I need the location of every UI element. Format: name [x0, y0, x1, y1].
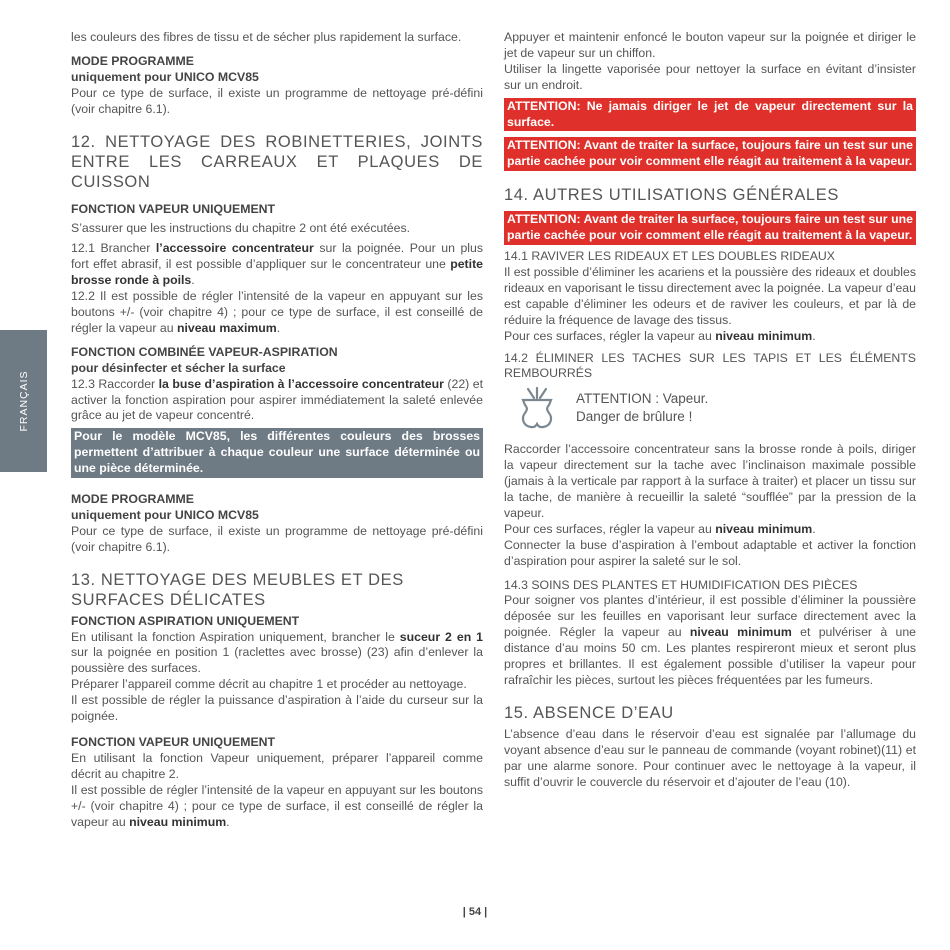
mode-programme-text: Pour ce type de surface, il existe un programme de nettoyage pré-défini (voir chapitre 6.1). [71, 85, 483, 116]
section-14-1-text: Il est possible d’éliminer les acariens et la poussière des rideaux et doubles rideaux en vaporisant le tissu directement avec la poignée. La vapeur d’eau est capable d’éliminer les odeurs et de raviver les couleurs, et par là de réduire la fréquence de lavage des tissus. [504, 264, 916, 327]
attention-box-2: ATTENTION: Avant de traiter la surface, toujours faire un test sur une partie cachée pour voir comment elle réagit au traitement à la vapeur. [504, 137, 916, 171]
aspiration-text-3: Il est possible de régler la puissance d’aspiration à l’aide du curseur sur la poignée. [71, 693, 483, 724]
fonction-combinee-title: FONCTION COMBINÉE VAPEUR-ASPIRATION [71, 344, 338, 359]
fonction-vapeur-title: FONCTION VAPEUR UNIQUEMENT [71, 201, 276, 216]
fonction-combinee-subtitle: pour désinfecter et sécher la surface [71, 360, 286, 375]
attention-box-1: ATTENTION: Ne jamais diriger le jet de vapeur directement sur la surface. [504, 98, 916, 132]
section-14-1-text-2: Pour ces surfaces, régler la vapeur au niveau minimum. [504, 328, 816, 343]
instructions-text: S’assurer que les instructions du chapitre 2 ont été exécutées. [71, 221, 411, 236]
mode-programme-title-2: MODE PROGRAMME [71, 492, 194, 507]
left-column [71, 30, 483, 830]
fonction-aspiration-title: FONCTION ASPIRATION UNIQUEMENT [71, 613, 300, 628]
steam-warning [516, 386, 916, 430]
section-14-1-title: 14.1 RAVIVER LES RIDEAUX ET LES DOUBLES RIDEAUX [504, 249, 835, 264]
section-14-3-title: 14.3 SOINS DES PLANTES ET HUMIDIFICATION DES PIÈCES [504, 577, 858, 592]
mode-programme-title: MODE PROGRAMME [71, 53, 194, 68]
section-14-heading: 14. AUTRES UTILISATIONS GÉNÉRALES [504, 186, 839, 205]
mcv85-note-box: Pour le modèle MCV85, les différentes couleurs des brosses permettent d’attribuer à chaque couleur une surface déterminée ou une pièce déterminée. [71, 428, 483, 478]
warning-line-2: Danger de brûlure ! [576, 409, 693, 425]
vapeur-text-2: Il est possible de régler l’intensité de la vapeur en appuyant sur les boutons +/- (voir chapitre 4) ; pour ce type de surface, il est conseillé de régler la vapeur au niveau minimum. [71, 782, 483, 829]
language-side-tab [0, 330, 47, 472]
step-12-1: 12.1 Brancher l’accessoire concentrateur sur la poignée. Pour un plus fort effet abrasif, il est possible d’appliquer sur le concentrateur une petite brosse ronde à poils. [71, 241, 483, 288]
right-column [504, 30, 916, 791]
intro-text: les couleurs des fibres de tissu et de sécher plus rapidement la surface. [71, 30, 462, 44]
mode-programme-subtitle-2: uniquement pour UNICO MCV85 [71, 507, 259, 522]
step-12-2: 12.2 Il est possible de régler l’intensité de la vapeur en appuyant sur les boutons +/- (voir chapitre 4) ; pour ce type de surface, il est conseillé de régler la vapeur au niveau maximum. [71, 289, 483, 335]
mode-programme-subtitle: uniquement pour UNICO MCV85 [71, 69, 259, 84]
mode-programme-text-2: Pour ce type de surface, il existe un programme de nettoyage pré-défini (voir chapitre 6.1). [71, 523, 483, 554]
vapeur-text-1: En utilisant la fonction Vapeur uniquement, préparer l’appareil comme décrit au chapitre 2. [71, 750, 483, 781]
section-15-heading: 15. ABSENCE D’EAU [504, 703, 674, 722]
section-14-2-text: Raccorder l’accessoire concentrateur sans la brosse ronde à poils, diriger la vapeur directement sur la tache avec l’inclinaison maximale possible (jamais à la verticale par rapport à la surface à traiter) et placer un tissu sur la tache, de manière à recueillir la saleté “soufflée” par la pression de la vapeur. [504, 442, 916, 520]
section-14-2-title: 14.2 ÉLIMINER LES TACHES SUR LES TAPIS ET LES ÉLÉMENTS REMBOURRÉS [504, 350, 916, 381]
section-14-2-text-3: Connecter la buse d’aspiration à l’embout adaptable et activer la fonction d’aspiration pour aspirer la saleté sur le sol. [504, 537, 916, 568]
section-12-heading: 12. NETTOYAGE DES ROBINETTERIES, JOINTS ENTRE LES CARREAUX ET PLAQUES DE CUISSON [71, 132, 483, 191]
section-13-heading: 13. NETTOYAGE DES MEUBLES ET DES SURFACES DÉLICATES [71, 570, 404, 609]
warning-line-1: ATTENTION : Vapeur. [576, 391, 709, 407]
lingette-text: Utiliser la lingette vaporisée pour nettoyer la surface en évitant d’insister sur un endroit. [504, 61, 916, 92]
fonction-vapeur-title-2: FONCTION VAPEUR UNIQUEMENT [71, 735, 276, 749]
hot-steam-icon [516, 386, 558, 430]
step-12-3: 12.3 Raccorder la buse d’aspiration à l’accessoire concentrateur (22) et activer la fonction aspiration pour aspirer immédiatement la saleté enlevée grâce au jet de vapeur concentré. [71, 376, 483, 423]
section-14-2-text-2: Pour ces surfaces, régler la vapeur au niveau minimum. [504, 521, 816, 536]
attention-box-3: ATTENTION: Avant de traiter la surface, toujours faire un test sur une partie cachée pour voir comment elle réagit au traitement à la vapeur. [504, 211, 916, 245]
steam-button-text: Appuyer et maintenir enfoncé le bouton vapeur sur la poignée et diriger le jet de vapeur sur un chiffon. [504, 30, 916, 60]
aspiration-text: En utilisant la fonction Aspiration uniquement, brancher le suceur 2 en 1 sur la poignée en position 1 (raclettes avec brosse) (23) afin d’enlever la poussière des surfaces. [71, 629, 483, 676]
aspiration-text-2: Préparer l’appareil comme décrit au chapitre 1 et procéder au nettoyage. [71, 677, 467, 692]
page-number: | 54 | [462, 906, 488, 918]
section-14-3-text: Pour soigner vos plantes d’intérieur, il est possible d’éliminer la poussière déposée sur les feuilles en vaporisant leur surface directement avec la poignée. Régler la vapeur au niveau minimum et pulvériser à une distance d’au moins 50 cm. Les plantes respireront mieux et seront plus propres et brillantes. Il est également possible d’utiliser la vapeur pour rafraîchir les pièces, surtout les pièces fréquentées par les fumeurs. [504, 593, 916, 687]
section-15-text: L’absence d’eau dans le réservoir d’eau est signalée par l’allumage du voyant absence d’eau sur le panneau de commande (voyant robinet)(11) et par une alarme sonore. Pour continuer avec le nettoyage à la vapeur, il suffit d’ouvrir le couvercle du réservoir et d’ajouter de l’eau (10). [504, 726, 916, 789]
language-label: FRANÇAIS [17, 370, 30, 432]
